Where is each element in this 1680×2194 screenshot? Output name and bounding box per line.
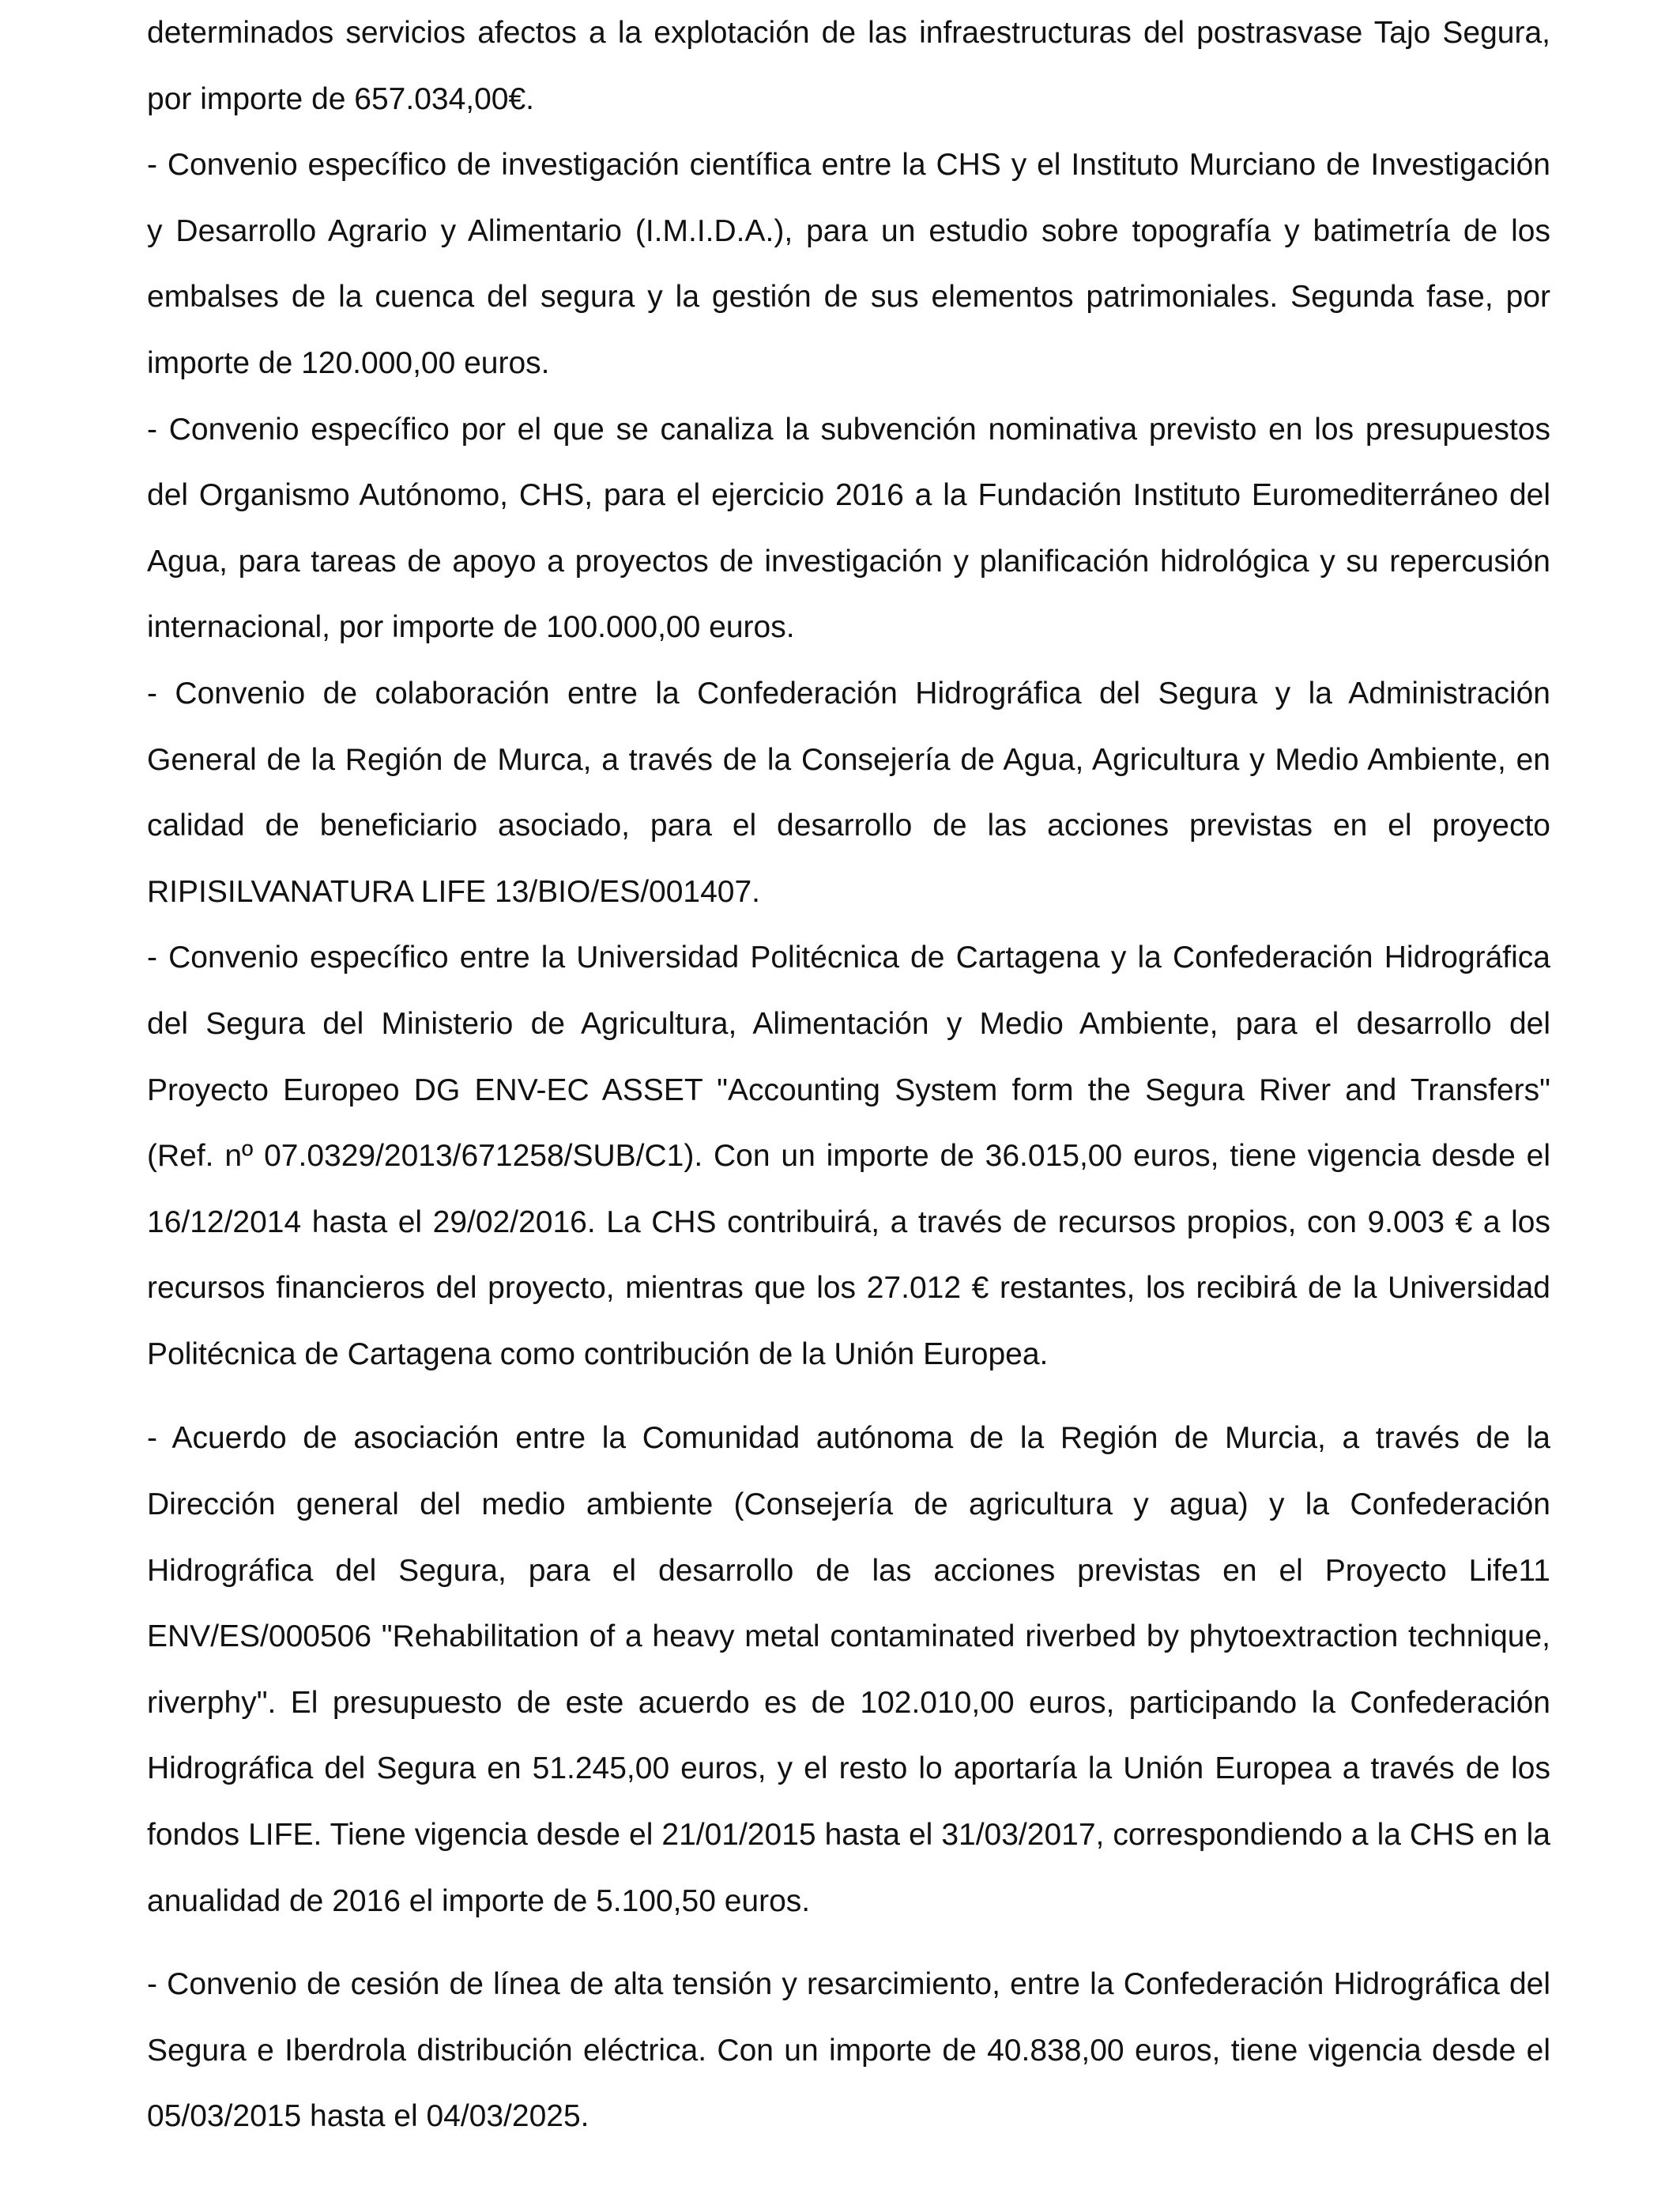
paragraph-convenio-upct-asset: - Convenio específico entre la Universidad Politécnica de Cartagena y la Confederación Hidrográfica del Segura del Ministerio de Agricultura, Alimentación y Medio Ambiente, para el desarrollo del Proyecto Europeo DG ENV-EC ASSET "Accounting System form the Segura River and Transfers" (Ref. nº 07.0329/2013/671258/SUB/C1). Con un importe de 36.015,00 euros, tiene vigencia desde el 16/12/2014 hasta el 29/02/2016. La CHS contribuirá, a través de recursos propios, con 9.003 € a los recursos financieros del proyecto, mientras que los 27.012 € restantes, los recibirá de la Universidad Politécnica de Cartagena como contribución de la Unión Europea.	[147, 941, 1550, 1371]
document-page	[147, 0, 1550, 2150]
paragraph-convenio-ripisilvanatura: - Convenio de colaboración entre la Confederación Hidrográfica del Segura y la Administración General de la Región de Murca, a través de la Consejería de Agua, Agricultura y Medio Ambiente, en calidad de beneficiario asociado, para el desarrollo de las acciones previstas en el proyecto RIPISILVANATURA LIFE 13/BIO/ES/001407.	[147, 676, 1550, 909]
paragraph-acuerdo-riverphy: - Acuerdo de asociación entre la Comunidad autónoma de la Región de Murcia, a través de la Dirección general del medio ambiente (Consejería de agricultura y agua) y la Confederación Hidrográfica del Segura, para el desarrollo de las acciones previstas en el Proyecto Life11 ENV/ES/000506 "Rehabilitation of a heavy metal contaminated riverbed by phytoextraction technique, riverphy". El presupuesto de este acuerdo es de 102.010,00 euros, participando la Confederación Hidrográfica del Segura en 51.245,00 euros, y el resto lo aportaría la Unión Europea a través de los fondos LIFE. Tiene vigencia desde el 21/01/2015 hasta el 31/03/2017, correspondiendo a la CHS en la anualidad de 2016 el importe de 5.100,50 euros.	[147, 1421, 1550, 1918]
paragraph-convenio-fundacion-agua: - Convenio específico por el que se canaliza la subvención nominativa previsto en los presupuestos del Organismo Autónomo, CHS, para el ejercicio 2016 a la Fundación Instituto Euromediterráneo del Agua, para tareas de apoyo a proyectos de investigación y planificación hidrológica y su repercusión internacional, por importe de 100.000,00 euros.	[147, 412, 1550, 645]
paragraph-convenio-imida: - Convenio específico de investigación científica entre la CHS y el Instituto Murciano de Investigación y Desarrollo Agrario y Alimentario (I.M.I.D.A.), para un estudio sobre topografía y batimetría de los embalses de la cuenca del segura y la gestión de sus elementos patrimoniales. Segunda fase, por importe de 120.000,00 euros.	[147, 148, 1550, 380]
paragraph-convenio-iberdrola: - Convenio de cesión de línea de alta tensión y resarcimiento, entre la Confederación Hidrográfica del Segura e Iberdrola distribución eléctrica. Con un importe de 40.838,00 euros, tiene vigencia desde el 05/03/2015 hasta el 04/03/2025.	[147, 1967, 1550, 2134]
paragraph-postrasvase: determinados servicios afectos a la explotación de las infraestructuras del postrasvase Tajo Segura, por importe de 657.034,00€.	[147, 16, 1550, 116]
